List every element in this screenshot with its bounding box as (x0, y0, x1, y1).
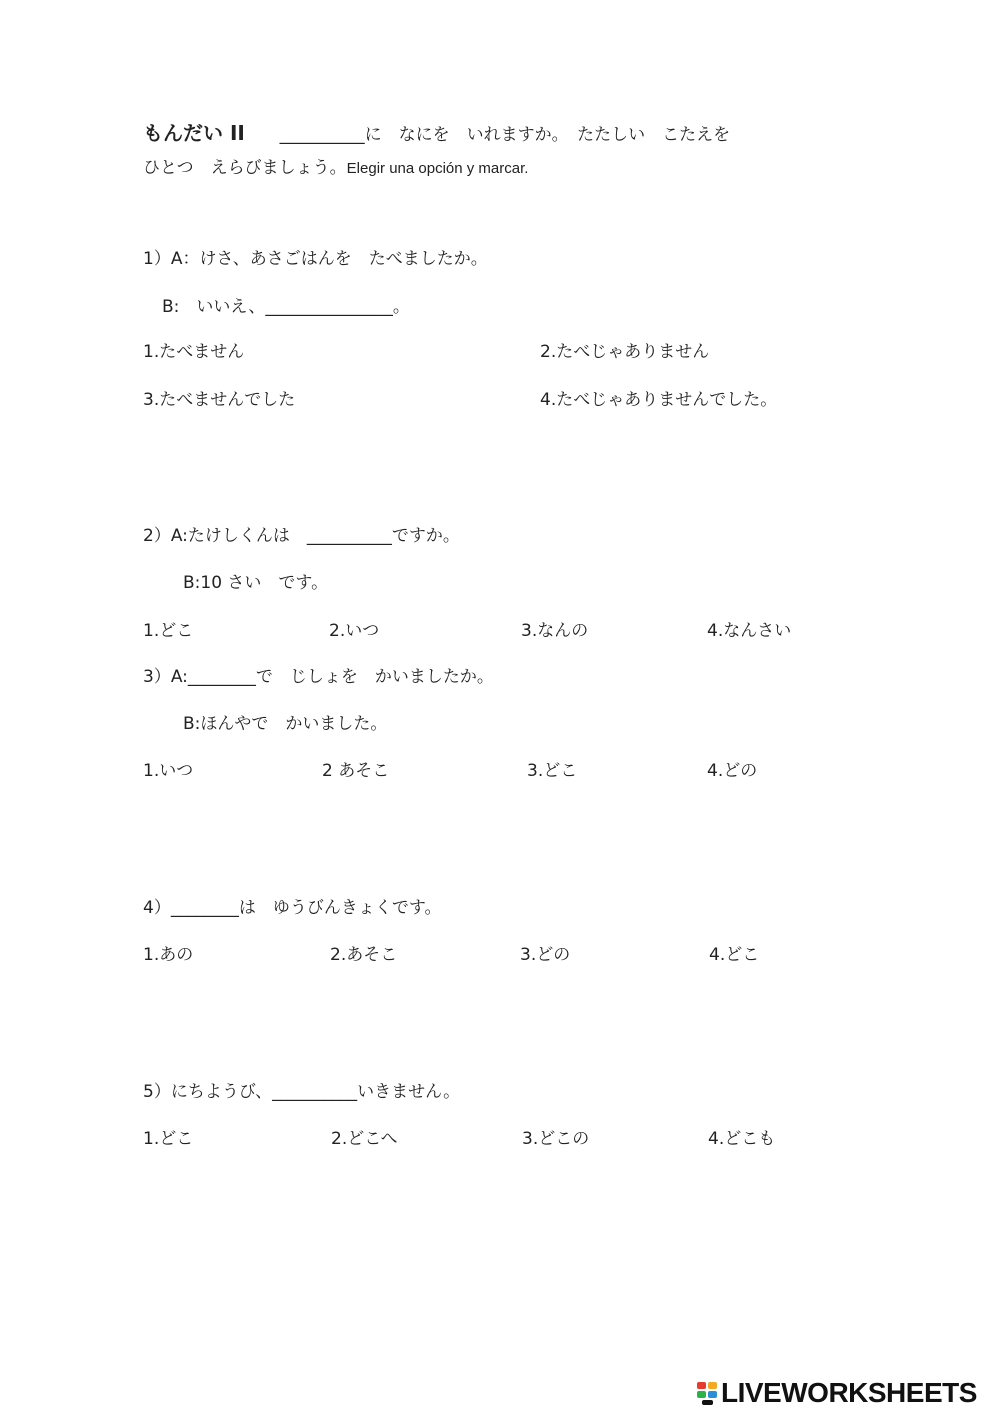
question-1-option-3[interactable]: 3.たべませんでした (143, 390, 296, 410)
liveworksheets-logo-mark (697, 1380, 719, 1406)
worksheet-title-line (143, 122, 730, 146)
question-2-option-1[interactable]: 1.どこ (143, 621, 194, 641)
question-1-line-b: B: いいえ、_______________。 (162, 297, 410, 317)
logo-block-blue (708, 1391, 717, 1398)
worksheet-title: もんだい II (143, 121, 245, 145)
question-1-option-2[interactable]: 2.たべじゃありません (540, 342, 710, 362)
question-2-option-4[interactable]: 4.なんさい (707, 621, 792, 641)
question-4-option-4[interactable]: 4.どこ (709, 945, 760, 965)
question-4-option-3[interactable]: 3.どの (520, 945, 571, 965)
question-3-line-b: B:ほんやで かいました。 (183, 714, 388, 734)
instruction-line-1: __________に なにを いれますか。 たたしい こたえを (279, 125, 731, 145)
logo-block-red (697, 1382, 706, 1389)
question-5-option-2[interactable]: 2.どこへ (331, 1129, 398, 1149)
question-1-option-1[interactable]: 1.たべません (143, 342, 245, 362)
question-4-option-1[interactable]: 1.あの (143, 945, 194, 965)
question-1-option-4[interactable]: 4.たべじゃありませんでした。 (540, 390, 778, 410)
question-3-option-4[interactable]: 4.どの (707, 761, 758, 781)
question-4-line-a: 4）________は ゆうびんきょくです。 (143, 898, 442, 918)
question-3-line-a: 3）A:________で じしょを かいましたか。 (143, 667, 494, 687)
logo-block-dark (702, 1400, 713, 1405)
question-5-line-a: 5）にちようび、__________いきません。 (143, 1082, 461, 1102)
question-4-option-2[interactable]: 2.あそこ (330, 945, 398, 965)
question-5-option-4[interactable]: 4.どこも (708, 1129, 776, 1149)
logo-block-green (697, 1391, 706, 1398)
question-5-option-1[interactable]: 1.どこ (143, 1129, 194, 1149)
question-2-option-3[interactable]: 3.なんの (521, 621, 589, 641)
question-3-option-2[interactable]: 2 あそこ (322, 761, 390, 781)
question-2-line-b: B:10 さい です。 (183, 573, 329, 593)
question-5-option-3[interactable]: 3.どこの (522, 1129, 590, 1149)
question-2-line-a: 2）A:たけしくんは __________ですか。 (143, 526, 460, 546)
liveworksheets-logo-text: LIVEWORKSHEETS (721, 1377, 977, 1408)
question-3-option-1[interactable]: 1.いつ (143, 761, 194, 781)
question-3-option-3[interactable]: 3.どこ (527, 761, 578, 781)
liveworksheets-logo[interactable] (697, 1378, 977, 1408)
logo-block-orange (708, 1382, 717, 1389)
instruction-japanese: ひとつ えらびましょう。 (143, 158, 347, 178)
instruction-spanish: Elegir una opción y marcar. (346, 160, 529, 177)
question-2-option-2[interactable]: 2.いつ (329, 621, 380, 641)
instruction-line-2 (143, 157, 528, 180)
question-1-line-a: 1）A：けさ、あさごはんを たべましたか。 (143, 249, 488, 269)
